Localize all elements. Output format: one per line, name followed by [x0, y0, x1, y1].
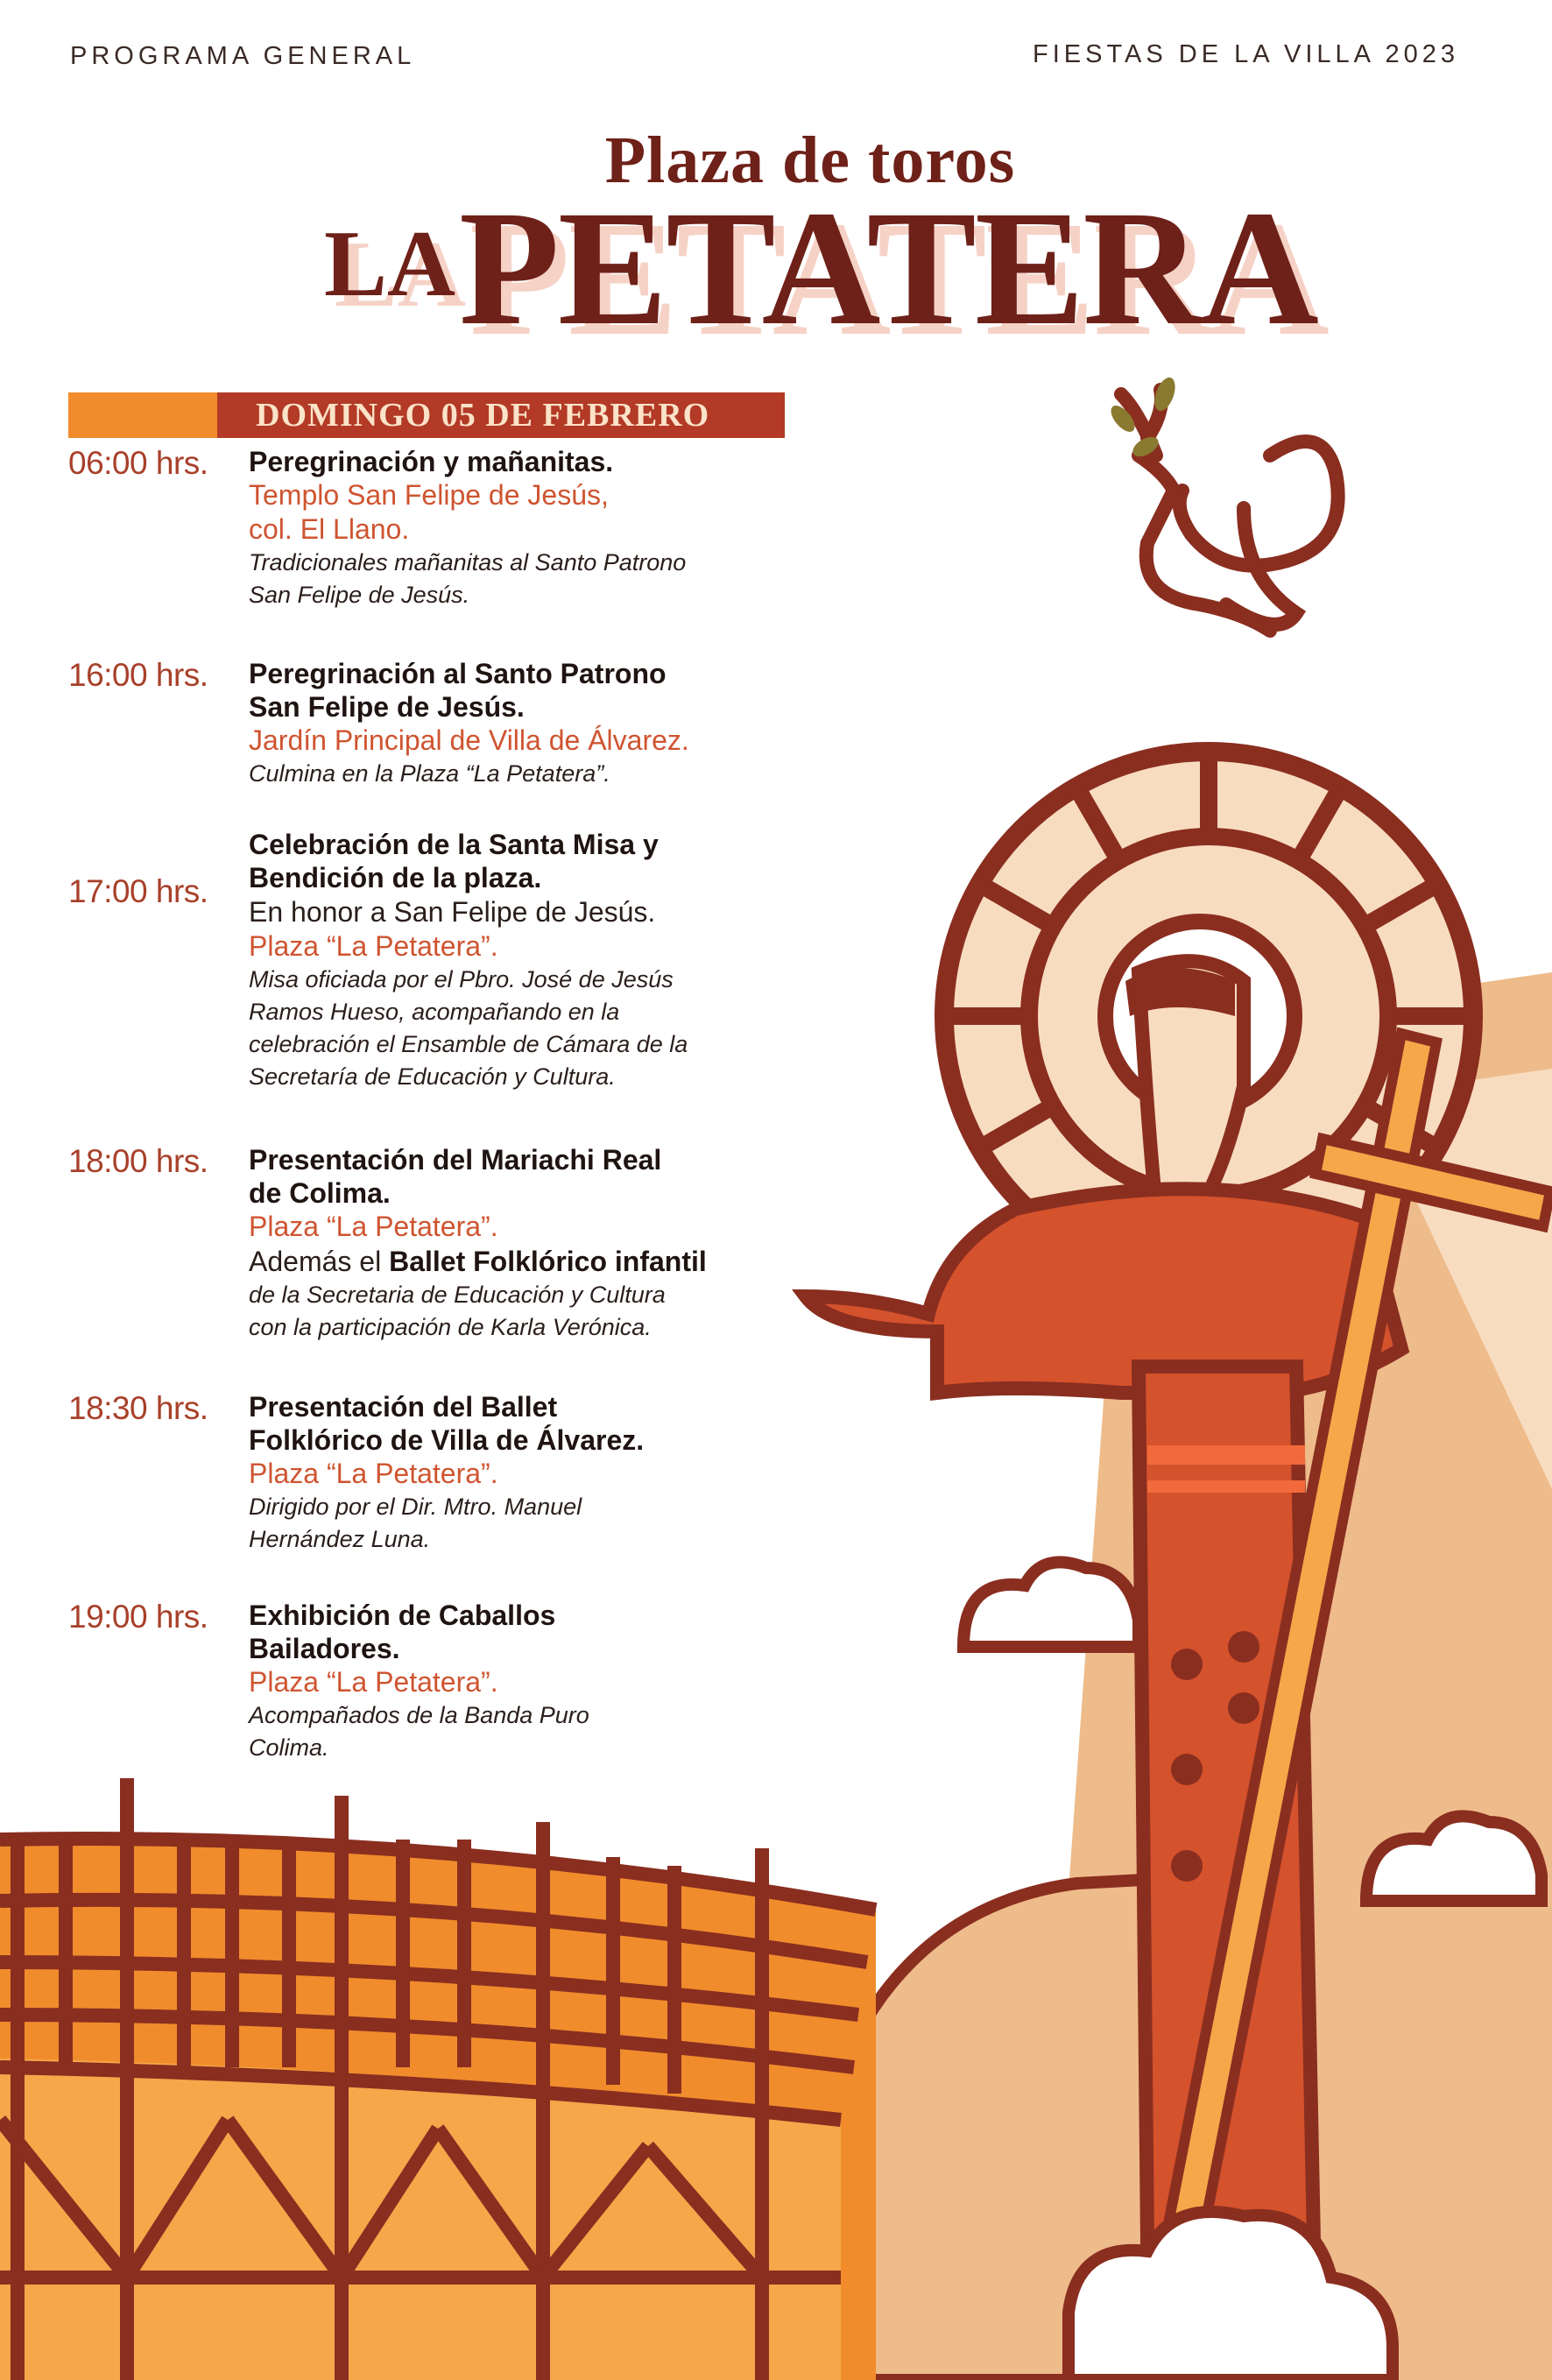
event-subtitle — [249, 1244, 827, 1279]
event-place: Plaza “La Petatera”. — [249, 1211, 498, 1242]
event-description: Culmina en la Plaza “La Petatera”. — [249, 760, 610, 787]
event-title: Presentación del Mariachi Real — [249, 1144, 662, 1176]
event-time: 18:30 hrs. — [68, 1390, 208, 1426]
event-description: de la Secretaria de Educación y Cultura — [249, 1282, 666, 1308]
event-description: Tradicionales mañanitas al Santo Patrono — [249, 549, 687, 576]
venue-subtitle: Plaza de toros — [604, 124, 1016, 197]
event-description: Acompañados de la Banda Puro — [249, 1702, 589, 1728]
event-body — [249, 1599, 827, 1764]
event-title: de Colima. — [249, 1177, 391, 1209]
event-time: 16:00 hrs. — [68, 657, 208, 693]
venue-title — [324, 176, 1317, 359]
event-body — [249, 657, 827, 790]
event-time: 19:00 hrs. — [68, 1599, 208, 1635]
event-time: 18:00 hrs. — [68, 1143, 208, 1179]
event-description: Colima. — [249, 1734, 329, 1761]
event-description: Ramos Hueso, acompañando en la — [249, 999, 620, 1025]
event-body — [249, 828, 827, 1093]
event-description: Misa oficiada por el Pbro. José de Jesús — [249, 966, 674, 992]
event-body — [249, 1390, 827, 1556]
dove-with-olive-branch-icon — [1121, 390, 1338, 631]
day-banner-accent — [68, 392, 217, 438]
event-title: Folklórico de Villa de Álvarez. — [249, 1424, 645, 1456]
event-subtitle-prefix: Además el — [249, 1246, 390, 1277]
event-subtitle: En honor a San Felipe de Jesús. — [249, 896, 656, 928]
event-place: Plaza “La Petatera”. — [249, 930, 498, 962]
event-description: Hernández Luna. — [249, 1526, 431, 1552]
event-title: Peregrinación al Santo Patrono — [249, 658, 667, 689]
event-time: 06:00 hrs. — [68, 445, 208, 481]
event-description: Dirigido por el Dir. Mtro. Manuel — [249, 1494, 582, 1520]
event-title: Celebración de la Santa Misa y — [249, 829, 659, 860]
venue-title-prefix: LA — [324, 212, 456, 316]
event-place: Plaza “La Petatera”. — [249, 1458, 498, 1489]
venue-title-main: PETATERA — [459, 176, 1317, 359]
event-place: Jardín Principal de Villa de Álvarez. — [249, 724, 689, 756]
event-title: Peregrinación y mañanitas. — [249, 446, 614, 477]
event-time: 17:00 hrs. — [68, 873, 208, 909]
event-description: San Felipe de Jesús. — [249, 582, 470, 608]
event-body — [249, 1143, 827, 1344]
day-banner-label: DOMINGO 05 DE FEBRERO — [217, 392, 785, 438]
event-place: Templo San Felipe de Jesús, — [249, 479, 609, 511]
event-description: celebración el Ensamble de Cámara de la — [249, 1031, 688, 1057]
cloud-icon — [963, 1562, 1139, 1647]
header-festival-label: FIESTAS DE LA VILLA 2023 — [1032, 40, 1459, 68]
event-subtitle-highlight: Ballet Folklórico infantil — [389, 1246, 707, 1277]
event-title: Exhibición de Caballos — [249, 1600, 556, 1631]
day-banner — [68, 392, 785, 438]
event-place: Plaza “La Petatera”. — [249, 1666, 498, 1698]
event-title: Presentación del Ballet — [249, 1391, 558, 1423]
header-program-label: PROGRAMA GENERAL — [70, 42, 416, 70]
event-title: San Felipe de Jesús. — [249, 691, 525, 723]
event-description: Secretaría de Educación y Cultura. — [249, 1063, 616, 1090]
event-description: con la participación de Karla Verónica. — [249, 1314, 652, 1340]
event-body — [249, 445, 827, 611]
bullring-icon — [0, 1778, 876, 2380]
event-title: Bailadores. — [249, 1633, 400, 1664]
event-title: Bendición de la plaza. — [249, 862, 542, 893]
event-place: col. El Llano. — [249, 513, 410, 545]
